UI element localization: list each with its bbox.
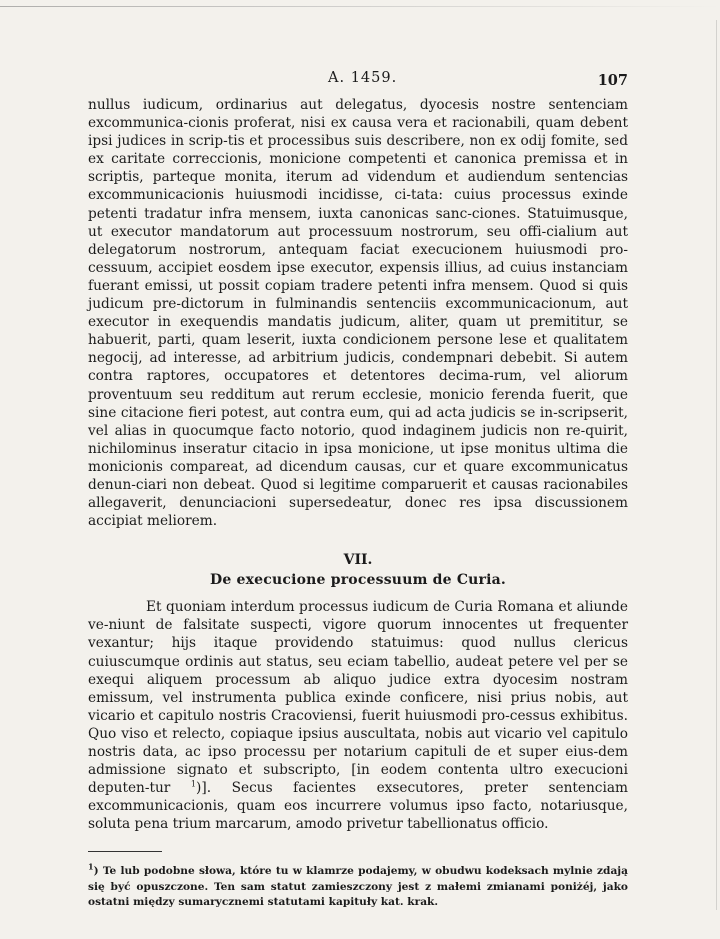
section-number: VII. [343, 552, 373, 569]
page-header [88, 70, 628, 96]
paragraph-section-vii [88, 598, 628, 833]
footnote-1 [88, 852, 628, 911]
scan-edge-right [716, 20, 717, 910]
scan-edge-top [0, 6, 720, 7]
footnote-marker: 1 [88, 861, 94, 872]
paragraph-text-before-note: Et quoniam interdum processus iudicum de Curia Romana et aliunde ve-niunt de falsitate suspecti, vigore quorum innocentes ut frequenter vexantur; hijs itaque providendo statuimus: quod nullus clericus cuiuscumque ordinis aut status, seu eciam tabellio, audeat petere vel per se exequi aliquem processum ab aliquo judice extra dyocesim nostram emissum, vel instrumenta publica exinde conficere, nisi prius nobis, aut vicario et capitulo nostris Cracoviensi, fuerit huiusmodi pro-cessus exhibitus. Quo viso et relecto, copiaque ipsius auscultata, nobis aut vicario vel capitulo nostris data, ac ipso processu per notarium capituli de et super eius-dem admissione signato et subscripto, [in eodem contenta ultro execucioni deputen-tur [88, 599, 628, 797]
page-number: 107 [597, 72, 628, 89]
footnotes [88, 852, 628, 911]
book-page [88, 70, 628, 911]
main-text [88, 96, 628, 833]
footnote-reference: 1 [190, 779, 197, 789]
footnote-text: ) Te lub podobne słowa, które tu w klamrze podajemy, w obudwu kodeksach mylnie zdają się być opuszczone. Ten sam statut zamieszczony jest z małemi zmianami poniżéj, jako ostatni między sumarycznemi statutami kapituły kat. krak. [88, 865, 628, 909]
section-title: De execucione processuum de Curia. [209, 572, 506, 589]
paragraph-text-after-note: )]. Secus facientes exsecutores, preter sentenciam excommunicacionis, quam eos incurrere volumus ipso facto, notariusque, soluta pena trium marcarum, amodo privetur tabellionatus officio. [88, 780, 628, 833]
running-title: A. 1459. [328, 70, 398, 86]
paragraph-statute-continuation: nullus iudicum, ordinarius aut delegatus, dyocesis nostre sentenciam excommunica-cionis proferat, nisi ex causa vera et racionabili, quam debent ipsi judices in scrip-tis et processibus suis describere, non ex odij fomite, sed ex caritate correccionis, monicione competenti et canonica premissa et in scriptis, parteque monita, iterum ad videndum et audiendum sentencias excommunicacionis huiusmodi incidisse, ci-tata: cuius processus exinde petenti tradatur infra mensem, iuxta canonicas sanc-ciones. Statuimusque, ut executor mandatorum aut processuum nostrorum, seu offi-cialium aut delegatorum nostrorum, antequam faciat execucionem huiusmodi pro-cessuum, accipiet eosdem ipse executor, expensis illius, ad cuius instanciam fuerant emissi, ut possit copiam tradere petenti infra mensem. Quod si quis judicum pre-dictorum in fulminandis sentenciis excommunicacionum, aut executor in exequendis mandatis judicum, aliter, quam ut premititur, se habuerit, parti, quam leserit, iuxta condicionem persone lese et qualitatem negocij, ad interesse, ad arbitrium judicis, condempnari debebit. Si autem contra raptores, occupatores et detentores decima-rum, vel aliorum proventuum seu redditum aut rerum ecclesie, monicio ferenda fuerit, que sine citacione fieri potest, aut contra eum, qui ad acta judicis se in-scripserit, vel alias in quocumque facto notorio, quod indaginem judicis non re-quirit, nichilominus inseratur citacio in ipsa monicione, ut ipse monitus ultima die monicionis compareat, ad dicendum causas, cur et quare excommunicatus denun-ciari non debeat. Quod si legitime comparuerit et causas racionabiles allegaverit, denunciacioni supersedeatur, donec res ipsa discussionem accipiat meliorem. [88, 97, 628, 530]
